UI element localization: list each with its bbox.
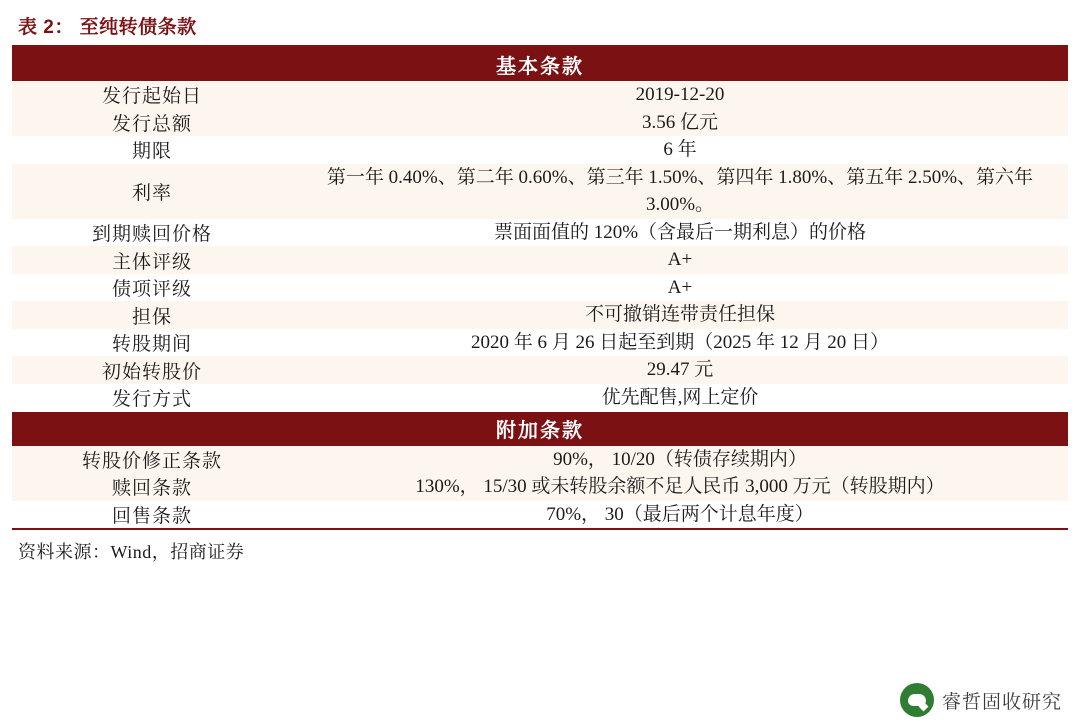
- row-label: 发行总额: [12, 109, 292, 137]
- table-row: [12, 136, 1068, 164]
- watermark: [900, 683, 1062, 717]
- wechat-badge-icon: [900, 683, 934, 717]
- row-value: 优先配售,网上定价: [292, 384, 1068, 412]
- table-row: [12, 329, 1068, 357]
- row-label: 到期赎回价格: [12, 219, 292, 247]
- row-value: 130%， 15/30 或未转股余额不足人民币 3,000 万元（转股期内）: [292, 473, 1068, 501]
- table-row: [12, 109, 1068, 137]
- table-row: [12, 446, 1068, 474]
- row-value: 2020 年 6 月 26 日起至到期（2025 年 12 月 20 日）: [292, 329, 1068, 357]
- table-row: [12, 473, 1068, 501]
- row-value: 90%， 10/20（转债存续期内）: [292, 446, 1068, 474]
- row-label: 发行方式: [12, 384, 292, 412]
- row-value: A+: [292, 274, 1068, 302]
- row-value: 不可撤销连带责任担保: [292, 301, 1068, 329]
- section-header-basic: 基本条款: [12, 47, 1068, 81]
- row-label: 利率: [12, 164, 292, 219]
- row-value: 6 年: [292, 136, 1068, 164]
- terms-table: [12, 47, 1068, 528]
- row-label: 主体评级: [12, 246, 292, 274]
- row-label: 转股期间: [12, 329, 292, 357]
- table-row: [12, 164, 1068, 219]
- terms-table-body: [12, 47, 1068, 528]
- row-value: 第一年 0.40%、第二年 0.60%、第三年 1.50%、第四年 1.80%、第五年 2.50%、第六年 3.00%。: [292, 164, 1068, 219]
- row-value: 29.47 元: [292, 356, 1068, 384]
- row-label: 初始转股价: [12, 356, 292, 384]
- row-value: A+: [292, 246, 1068, 274]
- row-label: 转股价修正条款: [12, 446, 292, 474]
- row-label: 赎回条款: [12, 473, 292, 501]
- row-value: 3.56 亿元: [292, 109, 1068, 137]
- row-label: 回售条款: [12, 501, 292, 529]
- row-label: 期限: [12, 136, 292, 164]
- table-row: [12, 274, 1068, 302]
- source-note: 资料来源：Wind，招商证券: [18, 542, 245, 563]
- row-label: 债项评级: [12, 274, 292, 302]
- table-row: [12, 501, 1068, 529]
- table-caption: 表 2： 至纯转债条款: [18, 17, 197, 38]
- watermark-label: 睿哲固收研究: [941, 691, 1062, 713]
- table-row: [12, 219, 1068, 247]
- section-header-row: [12, 47, 1068, 81]
- table-row: [12, 301, 1068, 329]
- row-label: 担保: [12, 301, 292, 329]
- table-row: [12, 356, 1068, 384]
- row-value: 2019-12-20: [292, 81, 1068, 109]
- table-row: [12, 81, 1068, 109]
- section-header-additional: 附加条款: [12, 412, 1068, 446]
- row-value: 70%， 30（最后两个计息年度）: [292, 501, 1068, 529]
- row-value: 票面面值的 120%（含最后一期利息）的价格: [292, 219, 1068, 247]
- section-header-row: [12, 412, 1068, 446]
- table-row: [12, 384, 1068, 412]
- table-row: [12, 246, 1068, 274]
- row-label: 发行起始日: [12, 81, 292, 109]
